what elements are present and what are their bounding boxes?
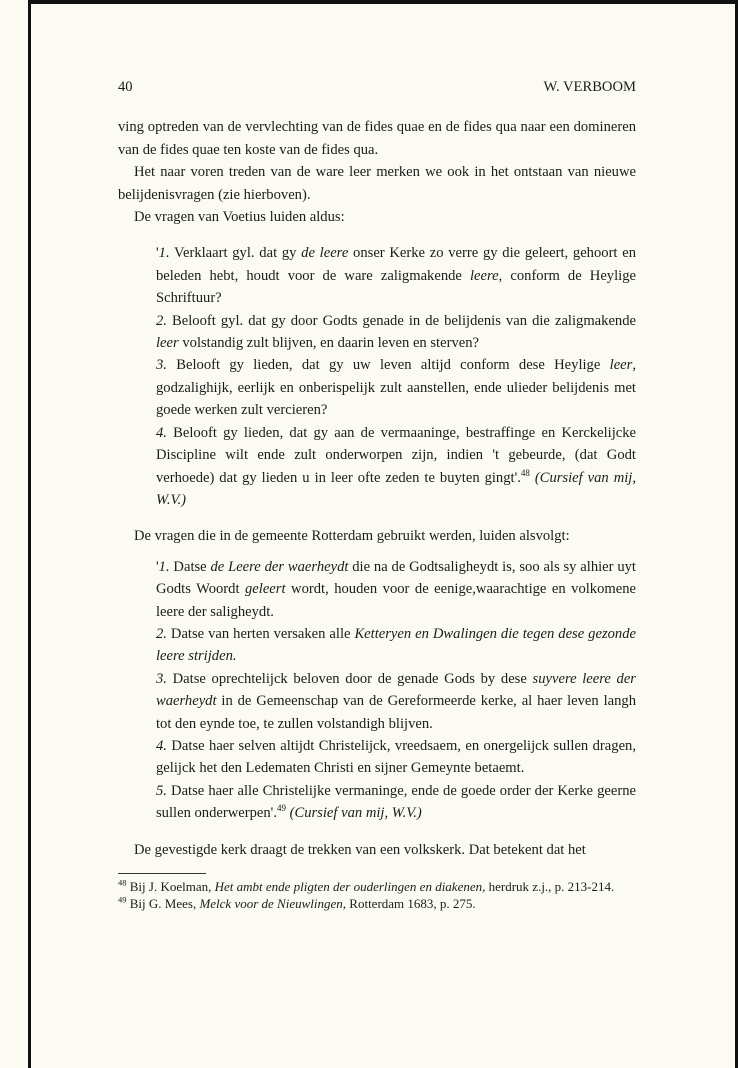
document-page — [118, 76, 636, 912]
footnote-divider — [118, 873, 206, 874]
paragraph-3: De vragen van Voetius luiden aldus: — [134, 209, 345, 226]
paragraph-1: ving optreden van de vervlechting van de fides quae en de fides qua naar een domineren van de fides quae ten koste van de fides qua. — [118, 119, 636, 158]
quote-item: '1. Verklaart gyl. dat gy de leere onser Kerke zo verre gy die geleert, gehoort en beleden hebt, houdt voor de ware zaligmakende leere, conform de Heylige Schriftuur? — [156, 245, 636, 307]
running-head-author: W. VERBOOM — [543, 79, 636, 95]
quote-item: 4. Datse haer selven altijdt Christelijck, vreedsaem, en onergelijck sullen dragen, gelijck het den Ledematen Christi en sijner Gemeynte betaemt. — [156, 737, 636, 777]
quote-item: 5. Datse haer alle Christelijke vermaninge, ende de goede order der Kerke geerne sullen onderwerpen'.$^{49}$ (Cursief van mij, W.V.) — [156, 782, 636, 822]
voetius-questions-quote — [118, 242, 636, 511]
quote-item: 2. Datse van herten versaken alle Ketteryen en Dwalingen die tegen dese gezonde leere strijden. — [156, 625, 636, 665]
page-number: 40 — [118, 79, 133, 95]
footnote-49: $^{49}$ Bij G. Mees, Melck voor de Nieuwlingen, Rotterdam 1683, p. 275. — [118, 894, 476, 911]
running-header — [118, 76, 636, 98]
quote-item: 2. Belooft gyl. dat gy door Godts genade in de belijdenis van die zaligmakende leer volstandig zult blijven, en daarin leven en sterven? — [156, 312, 636, 352]
quote-item: 3. Belooft gy lieden, dat gy uw leven altijd conform dese Heylige leer, godzalighijk, eerlijk en onberispelijk zult aanstellen, ende ulieder belijdenis met goede werken zult vercieren? — [156, 357, 636, 419]
paragraph-5: De gevestigde kerk draagt de trekken van een volkskerk. Dat betekent dat het — [134, 841, 586, 858]
page-border-top — [28, 0, 738, 4]
quote-item: '1. Datse de Leere der waerheydt die na de Godtsaligheydt is, soo als sy alhier uyt Godts Woordt geleert wordt, houden voor de eenige,waarachtige en volkomene leere der saligheydt. — [156, 558, 636, 620]
page-border-left — [28, 0, 31, 1068]
quote-item: 4. Belooft gy lieden, dat gy aan de vermaaninge, bestraffinge en Kerckelijcke Discipline wilt ende zult onderworpen zijn, indien 't gebeurde, (dat Godt verhoede) dat gy lieden u in leer ofte zeden te buyten gingt'.$^{48}$ (Cursief van mij, W.V.) — [156, 424, 636, 508]
paragraph-2: Het naar voren treden van de ware leer merken we ook in het ontstaan van nieuwe belijdenisvragen (zie hierboven). — [118, 164, 636, 203]
quote-item: 3. Datse oprechtelijck beloven door de genade Gods by dese suyvere leere der waerheydt in de Gemeenschap van de Gereformeerde kerke, al haer leven langh tot den eynde toe, te zullen volstandigh blijven. — [156, 670, 636, 732]
paragraph-4: De vragen die in de gemeente Rotterdam gebruikt werden, luiden alsvolgt: — [134, 528, 570, 545]
footnote-48: $^{48}$ Bij J. Koelman, Het ambt ende pligten der ouderlingen en diakenen, herdruk z.j., p. 213-214. — [118, 877, 615, 894]
rotterdam-questions-quote — [118, 556, 636, 825]
footnote-ref-49[interactable]: 49 — [276, 803, 286, 814]
footnote-ref-48[interactable]: 48 — [520, 467, 530, 478]
